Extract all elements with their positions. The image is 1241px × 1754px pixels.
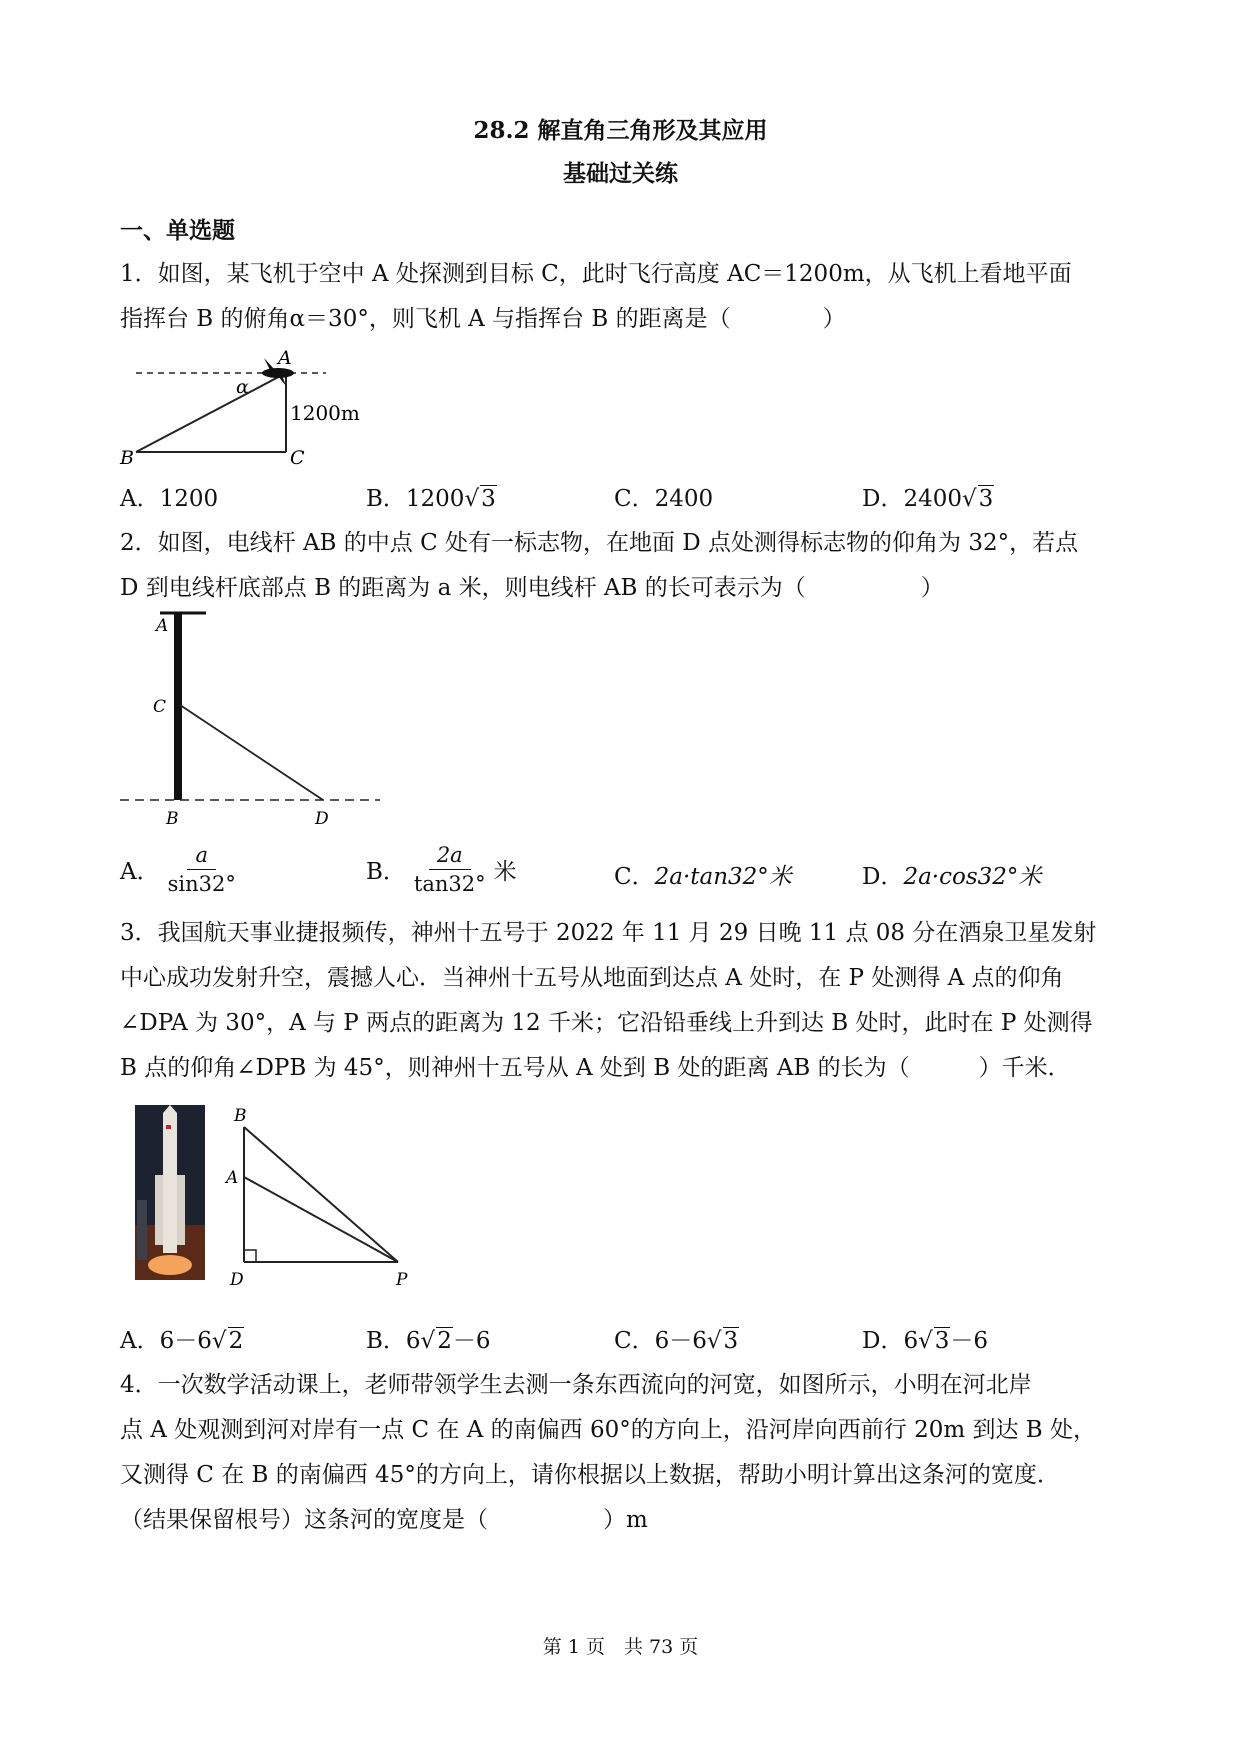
q2-label-D: D [315, 809, 329, 829]
q1-label-alpha: α [236, 376, 249, 398]
q2-label-B: B [166, 809, 179, 829]
q4-text-line2: 点 A 处观测到河对岸有一点 C 在 A 的南偏西 60°的方向上，沿河岸向西前行 20m 到达 B 处， [120, 1417, 1096, 1443]
rocket-photo [135, 1105, 205, 1280]
q1-option-a[interactable]: A．1200 [120, 486, 219, 512]
q3-text-line4: B 点的仰角∠DPB 为 45°，则神州十五号从 A 处到 B 处的距离 AB 的长为（ ）千米． [120, 1055, 1071, 1081]
q3-option-d[interactable]: D．6√3－6 [862, 1328, 989, 1354]
q1-label-C: C [290, 447, 305, 469]
page-title: 28.2 解直角三角形及其应用 [473, 117, 768, 144]
q3-label-A: A [226, 1168, 239, 1188]
page-subtitle: 基础过关练 [563, 160, 678, 187]
q4-text-line3: 又测得 C 在 B 的南偏西 45°的方向上，请你根据以上数据，帮助小明计算出这条河的宽度． [120, 1462, 1060, 1488]
q3-option-a[interactable]: A．6－6√2 [120, 1328, 244, 1354]
q2-option-c[interactable]: C．2a·tan32°米 [614, 864, 792, 890]
q2-option-a[interactable]: A． $\frac{a}{\sin 32^\circ}$ [120, 843, 236, 896]
q1-text-line1: 1．如图，某飞机于空中 A 处探测到目标 C，此时飞行高度 AC＝1200m，从飞机上看地平面 [120, 261, 1072, 287]
q3-right-angle-mark [244, 1250, 256, 1262]
q1-figure [118, 340, 378, 470]
q2-option-d[interactable]: D．2a·cos32°米 [862, 864, 1042, 890]
q1-option-c[interactable]: C．2400 [614, 486, 714, 512]
q3-line-BP [244, 1127, 398, 1262]
q1-slant-line [136, 373, 286, 452]
q3-label-B: B [234, 1106, 247, 1126]
q3-figure [210, 1105, 430, 1290]
page-footer: 第 1 页 共 73 页 [542, 1636, 699, 1658]
q1-option-d[interactable]: D．2400√3 [862, 486, 994, 512]
q3-option-c[interactable]: C．6－6√3 [614, 1328, 739, 1354]
q4-text-line4: （结果保留根号）这条河的宽度是（ ）m [120, 1507, 648, 1533]
q2-text-line1: 2．如图，电线杆 AB 的中点 C 处有一标志物，在地面 D 点处测得标志物的仰角为 32°，若点 [120, 530, 1079, 556]
q2-text-line2: D 到电线杆底部点 B 的距离为 a 米，则电线杆 AB 的长可表示为（ ） [120, 575, 944, 601]
q1-label-height: 1200m [290, 401, 360, 425]
q3-line-AP [244, 1177, 398, 1262]
q2-sight-line [180, 705, 323, 800]
q1-text-line2: 指挥台 B 的俯角α＝30°，则飞机 A 与指挥台 B 的距离是（ ） [120, 306, 846, 332]
q1-label-B: B [120, 447, 134, 469]
q3-label-D: D [230, 1270, 244, 1290]
q2-label-A: A [156, 616, 169, 636]
section-heading: 一、单选题 [120, 217, 235, 244]
q2-label-C: C [153, 697, 167, 717]
q2-option-b[interactable]: B． $\frac{2a}{\tan 32^\circ}$ 米 [366, 843, 517, 896]
q3-text-line2: 中心成功发射升空，震撼人心．当神州十五号从地面到达点 A 处时，在 P 处测得 A 点的仰角 [120, 965, 1064, 991]
q1-label-A: A [278, 347, 292, 369]
q1-option-b[interactable]: B．1200√3 [366, 486, 496, 512]
q3-option-b[interactable]: B．6√2－6 [366, 1328, 491, 1354]
q3-text-line1: 3．我国航天事业捷报频传，神州十五号于 2022 年 11 月 29 日晚 11 点 08 分在酒泉卫星发射 [120, 920, 1097, 946]
q4-text-line1: 4．一次数学活动课上，老师带领学生去测一条东西流向的河宽，如图所示，小明在河北岸 [120, 1372, 1032, 1398]
q3-text-line3: ∠DPA 为 30°，A 与 P 两点的距离为 12 千米；它沿铅垂线上升到达 B 处时，此时在 P 处测得 [120, 1010, 1093, 1036]
q3-label-P: P [396, 1270, 408, 1290]
q2-figure [118, 605, 388, 830]
